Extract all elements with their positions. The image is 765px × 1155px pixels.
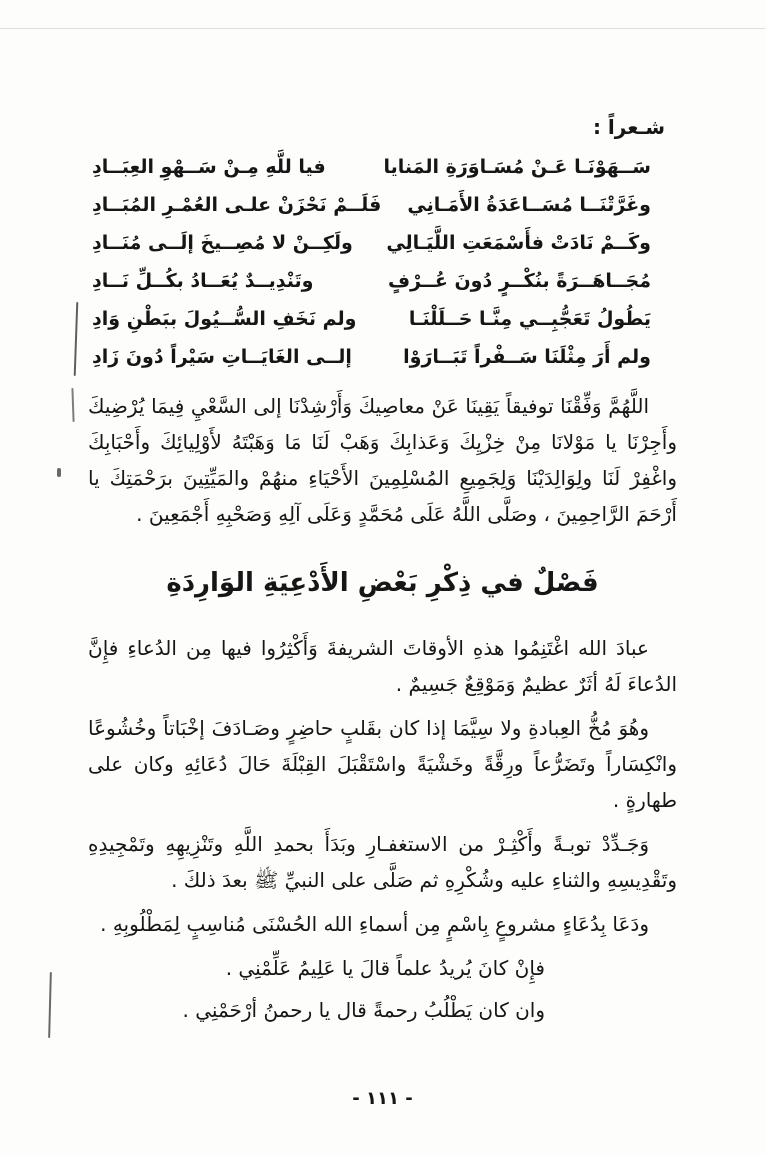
hemistich-first: مُجَــاهَــرَةً بنُكْــرٍ دُونَ عُــرْفٍ (387, 270, 651, 292)
hemistich-first: ولم أَرَ مِثْلَنَا سَــفْراً تَبَــارَوْا (403, 346, 651, 368)
page-number: - ١١١ - (352, 1088, 413, 1109)
section-title: فَصْلٌ في ذِكْرِ بَعْضِ الأَدْعِيَةِ الوَارِدَةِ (166, 568, 599, 598)
poem-verse (92, 338, 651, 376)
body-paragraph: وهُوَ مُخُّ العِبادةِ ولا سِيَّمَا إذا كان بقَلبٍ حاضِرٍ وصَـادَفَ إخْبَاتاً وخُشُوعًا وانْكِسَاراً وتَضَرُّعاً ورِقَّةً وخَشْيَةً واسْتَقْبَلَ القِبْلَةَ حَالَ دُعَائِهِ وكان على طهارةٍ . (88, 716, 677, 812)
scan-artifact (48, 972, 52, 1038)
hemistich-second: وتَنْدِيــدٌ يُعَــادُ بكُــلِّ نَــادِ (92, 270, 314, 292)
hemistich-second: فيا للَّهِ مِـنْ سَــهْوِ العِبَــادِ (92, 156, 326, 178)
body-paragraph: عبادَ الله اغْتَنِمُوا هذهِ الأوقاتَ الشريفةَ وَأَكْثِرُوا فيها مِن الدُعاءِ فإِنَّ الدُعاءَ لَهُ أثَرٌ عظيمٌ وَمَوْقِعٌ جَسِيمٌ . (88, 636, 677, 696)
scan-artifact (74, 302, 79, 376)
dua-paragraph: اللَّهُمَّ وَفِّقْنَا توفيقاً يَقِينَا عَنْ معاصِيكَ وَأَرْشِدْنَا إلى السَّعْيِ فِيمَا يُرْضِيكَ وأَجِرْنَا يا مَوْلانَا مِنْ خِزْيِكَ وَعَذابِكَ وَهَبْ لَنَا مَا وَهَبْتَهُ لأَوْلِيائِكَ وأَحْبَابِكَ واغْفِرْ لَنَا ولِوَالِدَيْنَا وَلِجَمِيعِ المُسْلِمِينَ الأَحْيَاءِ منهُمْ والمَيِّتِينَ برَحْمَتِكَ يا أَرْحَمَ الرَّاحِمِينَ ، وصَلَّى اللَّهُ عَلَى مُحَمَّدٍ وَعَلَى آلِهِ وَصَحْبِهِ أَجْمَعِينَ . (88, 394, 677, 526)
poem-verse (92, 262, 651, 300)
poem-verse (92, 300, 651, 338)
hemistich-first: سَــهَوْنَـا عَـنْ مُسَـاوَرَةِ المَنايا (383, 156, 651, 178)
hemistich-first: وغَرَّتْنَــا مُسَــاعَدَةُ الأَمَـانِي (407, 194, 651, 216)
body-paragraph: وان كان يَطْلُبُ رحمةً قال يا رحمنُ أرْحَمْنِي . (182, 998, 545, 1022)
poem-verse (92, 224, 651, 262)
hemistich-second: إلــى الغَايَــاتِ سَيْراً دُونَ زَادِ (92, 346, 352, 368)
poem-verse (92, 186, 651, 224)
scan-artifact (57, 468, 61, 477)
scan-artifact (71, 388, 74, 422)
hemistich-first: يَطُولُ تَعَجُّبِــي مِنَّـا حَــلَلْنَـا (408, 308, 651, 330)
body-paragraph: وَجَـدِّدْ توبـةً وأَكْثِـرْ من الاستغفـارِ وبَدَأَ بحمدِ اللَّهِ وتَنْزِيهِهِ وتَمْجِيدِهِ وتَقْدِيسِهِ والثناءِ عليه وشُكْرِهِ ثم صَلَّى على النبيِّ ﷺ بعدَ ذلكَ . (88, 832, 677, 892)
poem-block (88, 148, 677, 376)
page-content (88, 112, 677, 1034)
body-paragraph: ودَعَا بِدُعَاءٍ مشروعٍ بِاسْمٍ مِن أسماءِ الله الحُسْنَى مُناسِبٍ لِمَطْلُوبِهِ . (100, 912, 649, 936)
body-paragraph: فإِنْ كانَ يُريدُ علماً قالَ يا عَلِيمُ عَلِّمْنِي . (225, 956, 545, 980)
hemistich-second: ولَكِــنْ لا مُصِــيخَ إلَــى مُنَــادِ (92, 232, 353, 254)
hemistich-first: وكَــمْ نَادَتْ فأَسْمَعَتِ اللَّيَـالِي (386, 232, 651, 254)
poem-verse (92, 148, 651, 186)
hemistich-second: ولم نَخَفِ السُّــيُولَ ببَطْنِ وَادِ (92, 308, 357, 330)
hemistich-second: فَلَــمْ نَحْزَنْ علـى العُمْـرِ المُبَــادِ (92, 194, 382, 216)
poetry-label: شـعراً : (592, 115, 665, 139)
scan-artifact (0, 28, 765, 29)
